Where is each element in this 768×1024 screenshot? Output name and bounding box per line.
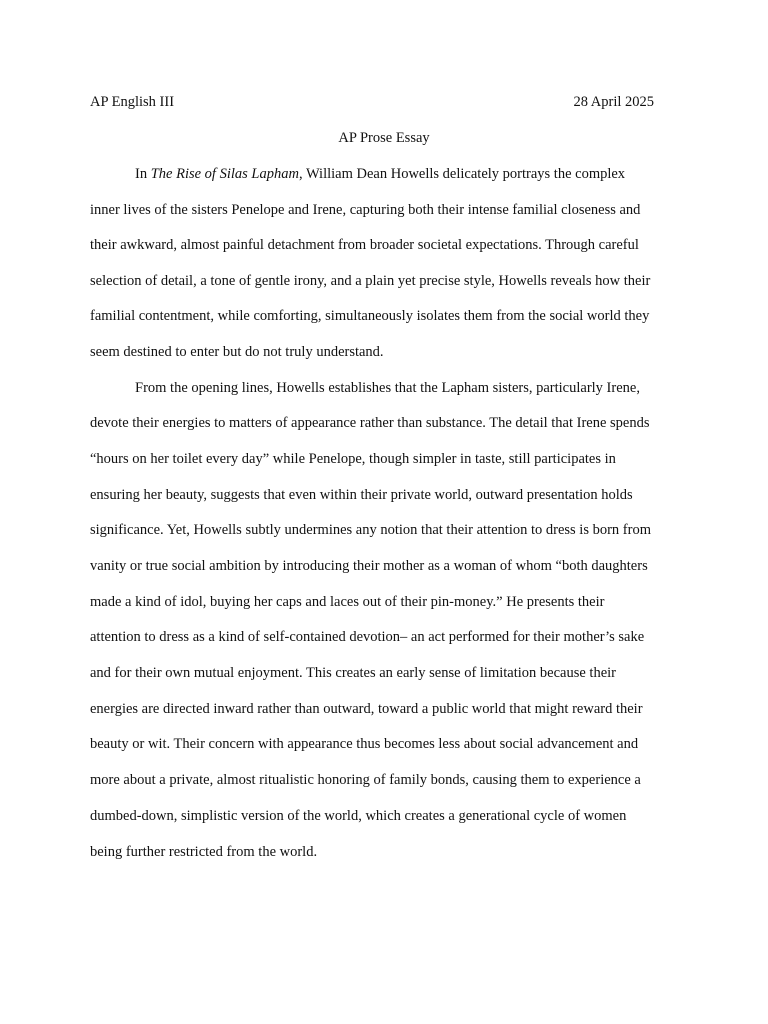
paragraph-1-line-2: inner lives of the sisters Penelope and Irene, capturing both their intense familial closeness and xyxy=(90,202,641,218)
paragraph-1-line-3: their awkward, almost painful detachment from broader societal expectations. Through careful xyxy=(90,237,639,253)
paragraph-2-line-5: significance. Yet, Howells subtly undermines any notion that their attention to dress is born from xyxy=(90,522,651,538)
paragraph-2-line-2: devote their energies to matters of appearance rather than substance. The detail that Irene spends xyxy=(90,415,650,431)
paragraph-2-line-4: ensuring her beauty, suggests that even within their private world, outward presentation holds xyxy=(90,487,633,503)
paragraph-2-line-3: “hours on her toilet every day” while Penelope, though simpler in taste, still participates in xyxy=(90,451,616,467)
line-text-prefix: In xyxy=(135,166,151,182)
course-name: AP English III xyxy=(90,94,175,110)
paragraph-1-line-1 xyxy=(135,165,625,183)
paragraph-2-line-9: and for their own mutual enjoyment. This creates an early sense of limitation because their xyxy=(90,665,616,681)
book-title: The Rise of Silas Lapham xyxy=(150,166,299,182)
paragraph-1-line-4: selection of detail, a tone of gentle irony, and a plain yet precise style, Howells reveals how their xyxy=(90,273,651,289)
paragraph-2-line-11: beauty or wit. Their concern with appearance thus becomes less about social advancement and xyxy=(90,736,639,752)
paragraph-2-line-13: dumbed-down, simplistic version of the world, which creates a generational cycle of women xyxy=(90,808,627,824)
essay-date: 28 April 2025 xyxy=(573,94,654,110)
paragraph-2-line-1: From the opening lines, Howells establishes that the Lapham sisters, particularly Irene, xyxy=(135,380,640,396)
paragraph-2-line-14: being further restricted from the world. xyxy=(90,844,318,860)
line-text-suffix: , William Dean Howells delicately portrays the complex xyxy=(298,166,626,182)
paragraph-1-line-5: familial contentment, while comforting, simultaneously isolates them from the social world they xyxy=(90,308,650,324)
paragraph-2-line-6: vanity or true social ambition by introducing their mother as a woman of whom “both daughters xyxy=(90,558,648,574)
paragraph-2-line-8: attention to dress as a kind of self-contained devotion– an act performed for their mother’s sake xyxy=(90,629,645,645)
paragraph-1-line-6: seem destined to enter but do not truly understand. xyxy=(90,344,384,360)
paragraph-2-line-10: energies are directed inward rather than outward, toward a public world that might reward their xyxy=(90,701,643,717)
essay-title: AP Prose Essay xyxy=(338,130,430,146)
paragraph-2-line-7: made a kind of idol, buying her caps and laces out of their pin-money.” He presents their xyxy=(90,594,605,610)
paragraph-2-line-12: more about a private, almost ritualistic honoring of family bonds, causing them to experience a xyxy=(90,772,641,788)
